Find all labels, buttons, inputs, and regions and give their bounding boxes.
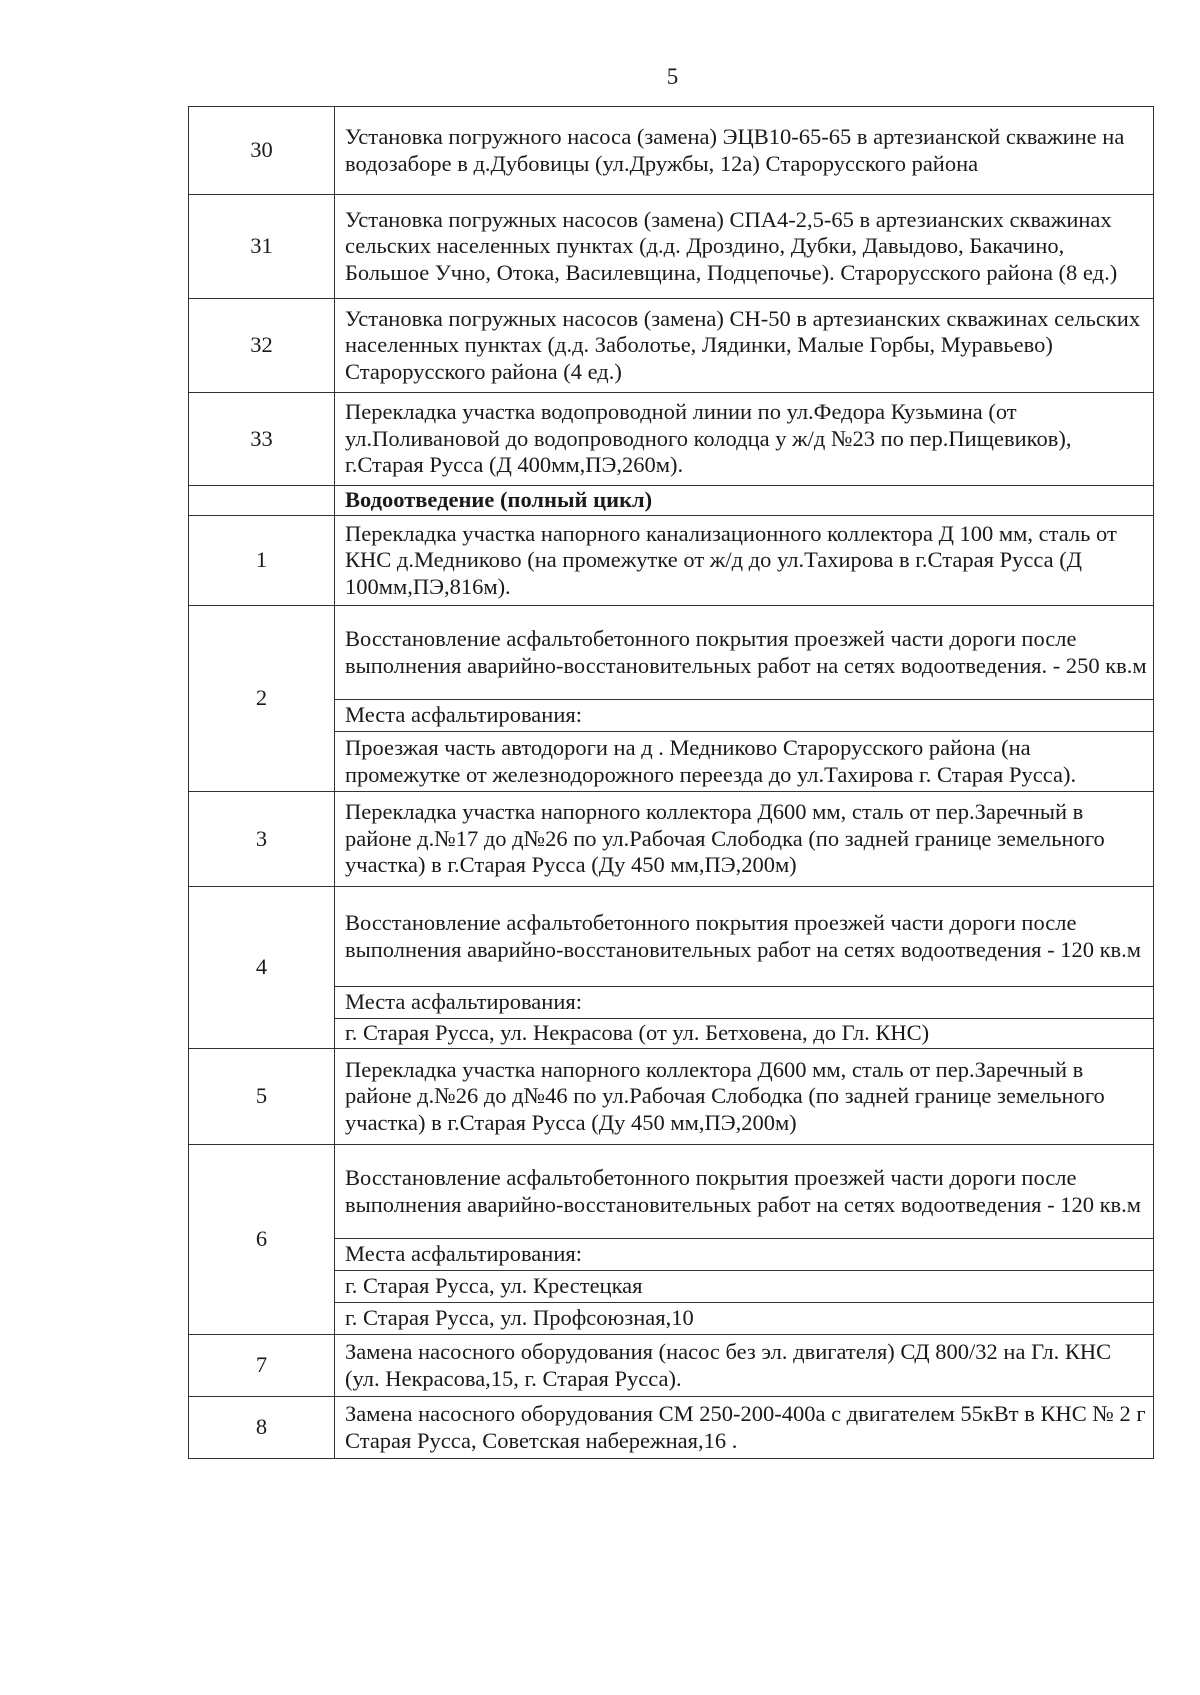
row-number: 30 (189, 107, 335, 195)
place-item: г. Старая Русса, ул. Крестецкая (335, 1271, 1154, 1303)
place-item: г. Старая Русса, ул. Некрасова (от ул. Бетховена, до Гл. КНС) (335, 1019, 1154, 1049)
row-number: 2 (189, 606, 335, 792)
row-description: Восстановление асфальтобетонного покрытия проезжей части дороги после выполнения аварийно-восстановительных работ на сетях водоотведения - 120 кв.м (335, 887, 1154, 987)
row-description: Перекладка участка водопроводной линии по ул.Федора Кузьмина (от ул.Поливановой до водопроводного колодца у ж/д №23 по пер.Пищевиков), г.Старая Русса (Д 400мм,ПЭ,260м). (335, 393, 1154, 486)
row-description: Замена насосного оборудования СМ 250-200-400а с двигателем 55кВт в КНС № 2 г Старая Русса, Советская набережная,16 . (335, 1397, 1154, 1459)
table-row (189, 393, 1154, 486)
row-number: 8 (189, 1397, 335, 1459)
row-number: 32 (189, 299, 335, 393)
row-description: Замена насосного оборудования (насос без эл. двигателя) СД 800/32 на Гл. КНС (ул. Некрасова,15, г. Старая Русса). (335, 1335, 1154, 1397)
row-description: Установка погружных насосов (замена) СПА4-2,5-65 в артезианских скважинах сельских населенных пунктах (д.д. Дроздино, Дубки, Давыдово, Бакачино, Большое Учно, Отока, Василевщина, Подцепочье). Старорусского района (8 ед.) (335, 195, 1154, 299)
table-row (189, 606, 1154, 700)
page-number: 5 (666, 64, 679, 89)
places-label: Места асфальтирования: (335, 700, 1154, 732)
row-description: Установка погружных насосов (замена) СН-50 в артезианских скважинах сельских населенных пунктах (д.д. Заболотье, Лядинки, Малые Горбы, Муравьево) Старорусского района (4 ед.) (335, 299, 1154, 393)
row-number: 31 (189, 195, 335, 299)
table-row (189, 1145, 1154, 1239)
table-row (189, 792, 1154, 887)
places-label: Места асфальтирования: (335, 987, 1154, 1019)
works-table (188, 106, 1154, 1459)
row-description: Перекладка участка напорного коллектора Д600 мм, сталь от пер.Заречный в районе д.№26 до д№46 по ул.Рабочая Слободка (по задней границе земельного участка) в г.Старая Русса (Ду 450 мм,ПЭ,200м) (335, 1049, 1154, 1145)
row-number: 33 (189, 393, 335, 486)
row-description: Установка погружного насоса (замена) ЭЦВ10-65-65 в артезианской скважине на водозаборе в д.Дубовицы (ул.Дружбы, 12а) Старорусского района (335, 107, 1154, 195)
row-number: 1 (189, 516, 335, 606)
places-label: Места асфальтирования: (335, 1239, 1154, 1271)
section-title: Водоотведение (полный цикл) (335, 486, 1154, 516)
row-number: 5 (189, 1049, 335, 1145)
table-row (189, 1049, 1154, 1145)
row-number: 7 (189, 1335, 335, 1397)
row-description: Восстановление асфальтобетонного покрытия проезжей части дороги после выполнения аварийно-восстановительных работ на сетях водоотведения - 120 кв.м (335, 1145, 1154, 1239)
table-row (189, 516, 1154, 606)
table-row (189, 887, 1154, 987)
place-item: г. Старая Русса, ул. Профсоюзная,10 (335, 1303, 1154, 1335)
row-number: 3 (189, 792, 335, 887)
place-item: Проезжая часть автодороги на д . Медниково Старорусского района (на промежутке от железнодорожного переезда до ул.Тахирова г. Старая Русса). (335, 732, 1154, 792)
table-row (189, 107, 1154, 195)
row-description: Перекладка участка напорного коллектора Д600 мм, сталь от пер.Заречный в районе д.№17 до д№26 по ул.Рабочая Слободка (по задней границе земельного участка) в г.Старая Русса (Ду 450 мм,ПЭ,200м) (335, 792, 1154, 887)
table-row (189, 1397, 1154, 1459)
row-description: Перекладка участка напорного канализационного коллектора Д 100 мм, сталь от КНС д.Медниково (на промежутке от ж/д до ул.Тахирова в г.Старая Русса (Д 100мм,ПЭ,816м). (335, 516, 1154, 606)
table-row (189, 195, 1154, 299)
section-row (189, 486, 1154, 516)
row-number: 4 (189, 887, 335, 1049)
table-row (189, 1335, 1154, 1397)
row-number: 6 (189, 1145, 335, 1335)
table-row (189, 299, 1154, 393)
row-number-empty (189, 486, 335, 516)
row-description: Восстановление асфальтобетонного покрытия проезжей части дороги после выполнения аварийно-восстановительных работ на сетях водоотведения. - 250 кв.м (335, 606, 1154, 700)
